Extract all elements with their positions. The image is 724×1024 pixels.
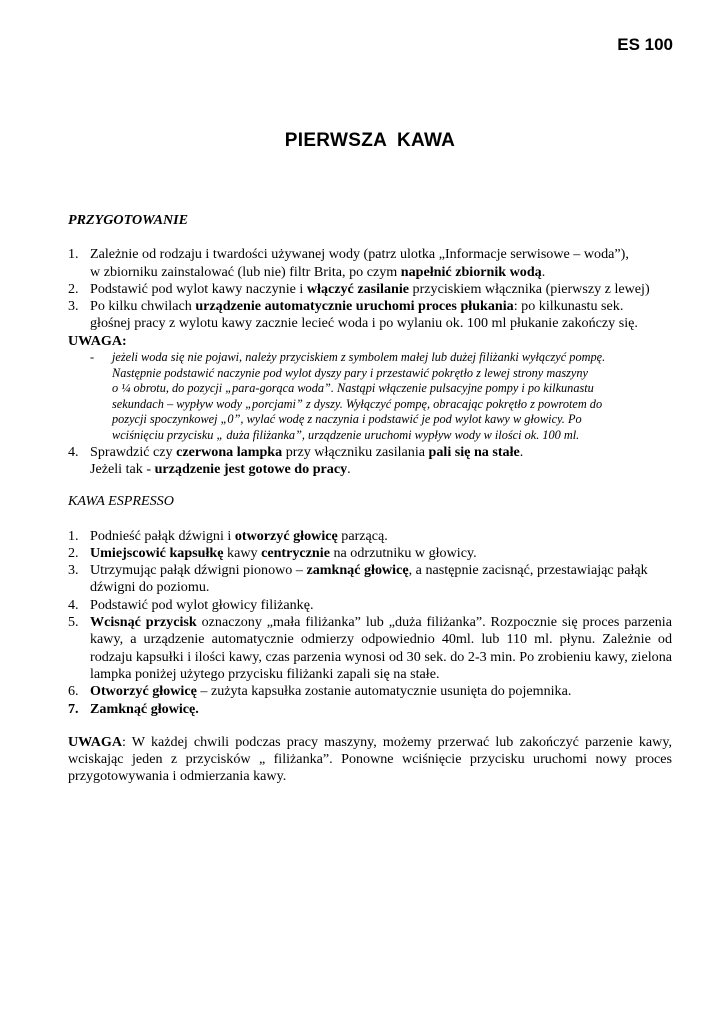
list-item <box>68 597 672 614</box>
item-number: 4. <box>68 596 79 613</box>
model-label: ES 100 <box>617 35 673 54</box>
item-emphasis: napełnić zbiornik wodą <box>400 263 542 280</box>
item-emphasis: centrycznie <box>261 544 330 561</box>
item-text: . <box>519 443 524 460</box>
item-text: Podstawić pod wylot głowicy filiżankę. <box>90 596 314 613</box>
item-emphasis: pali się na stałe <box>428 443 520 460</box>
item-emphasis: zamknąć głowicę <box>306 562 409 579</box>
item-text: Zależnie od rodzaju i twardości używanej wody (patrz ulotka „Informacje serwisowe – woda”), <box>90 246 629 263</box>
item-text: Po kilku chwilach <box>90 298 196 315</box>
item-text: Podstawić pod wylot kawy naczynie i <box>90 280 307 297</box>
item-text: głośnej pracy z wylotu kawy zacznie lecieć woda i po wylaniu ok. 100 ml płukanie zakończy się. <box>90 315 638 332</box>
note-dash: - <box>90 350 95 365</box>
preparation-list-continued <box>68 444 672 479</box>
item-text: przyciskiem włącznika (pierwszy z lewej) <box>409 280 650 297</box>
item-text: na odrzutniku w głowicy. <box>329 544 477 561</box>
item-number: 3. <box>68 562 79 579</box>
item-emphasis: Otworzyć głowicę <box>90 683 197 700</box>
list-item <box>68 444 672 479</box>
item-emphasis: Umiejscowić kapsułkę <box>90 544 224 561</box>
item-number: 2. <box>68 544 79 561</box>
item-number: 1. <box>68 246 79 263</box>
note-line: sekundach – wypływ wody „porcjami” z dyszy. Wyłączyć pompę, obracając pokrętło z powrotem do <box>112 396 603 411</box>
list-item <box>68 562 672 597</box>
final-warning-text: : W każdej chwili podczas pracy maszyny, możemy przerwać lub zakończyć parzenie kawy, wciskając jeden z przycisków „ filiżanka”. Ponowne wciśnięcie przycisku uruchomi nowy proces przygotowywania i odmierzania kawy. <box>68 733 672 785</box>
item-text: : po kilkunastu sek. <box>513 298 624 315</box>
item-text: parzącą. <box>337 527 388 544</box>
note-line: wciśnięciu przycisku „ duża filiżanka”, urządzenie uruchomi wypływ wody w ilości ok. 100 ml. <box>112 428 580 443</box>
final-warning <box>68 734 672 786</box>
item-emphasis: urządzenie automatycznie uruchomi proces płukania <box>195 298 514 315</box>
item-number: 4. <box>68 443 79 460</box>
list-item <box>68 281 672 298</box>
item-text: Jeżeli tak - <box>90 460 155 477</box>
section-heading-espresso: KAWA ESPRESSO <box>68 493 174 510</box>
espresso-list <box>68 528 672 718</box>
note-line: pozycji spoczynkowej „0”, wylać wodę z naczynia i podstawić je pod wylot kawy w głowicy. Po <box>112 412 582 427</box>
preparation-list <box>68 246 672 332</box>
item-emphasis: czerwona lampka <box>176 443 283 460</box>
list-item <box>68 545 672 562</box>
note-line: jeżeli woda się nie pojawi, należy przyciskiem z symbolem małej lub dużej filiżanki wyłączyć pompę. <box>112 350 606 365</box>
list-item <box>68 528 672 545</box>
item-emphasis: Zamknąć głowicę. <box>90 700 199 717</box>
item-emphasis: Wcisnąć przycisk <box>90 614 197 631</box>
item-text: przy włączniku zasilania <box>282 443 429 460</box>
list-item <box>68 614 672 683</box>
item-text: Sprawdzić czy <box>90 443 177 460</box>
item-text: . <box>541 263 546 280</box>
list-item <box>68 298 672 333</box>
item-number: 3. <box>68 298 79 315</box>
list-item <box>68 683 672 700</box>
page-title: PIERWSZA KAWA <box>284 130 456 151</box>
note-line: o ¼ obrotu, do pozycji „para-gorąca woda”. Nastąpi włączenie pulsacyjne pompy i po kilkunastu <box>112 381 594 396</box>
item-number: 7. <box>68 700 79 717</box>
document-body <box>68 212 672 786</box>
item-text: . <box>347 460 351 477</box>
item-emphasis: urządzenie jest gotowe do pracy <box>154 460 348 477</box>
item-number: 6. <box>68 683 79 700</box>
note-line: Następnie podstawić naczynie pod wylot dyszy pary i przestawić pokrętło z lewej strony maszyny <box>112 365 588 380</box>
item-emphasis: włączyć zasilanie <box>306 280 409 297</box>
warning-note <box>68 350 672 444</box>
item-text: oznaczony „mała filiżanka” lub „duża filiżanka”. Rozpocznie się proces parzenia kawy, a urządzenie automatycznie odmierzy odpowiednio 40ml. lub 110 ml. płynu. Zależnie od rodzaju kapsułki i ilości kawy, czas parzenia wynosi od 30 sek. do 2-3 min. Po zrobieniu kawy, zielona lampka poniżej użytego przycisku filiżanki zapali się na stałe. <box>90 614 672 682</box>
item-text: – zużyta kapsułka zostanie automatycznie usunięta do pojemnika. <box>196 683 572 700</box>
final-warning-label: UWAGA <box>68 733 123 750</box>
item-text: , a następnie zacisnąć, przestawiając pałąk <box>408 562 648 579</box>
item-emphasis: otworzyć głowicę <box>234 527 338 544</box>
list-item <box>68 701 672 718</box>
item-text: dźwigni do poziomu. <box>90 579 210 596</box>
item-number: 1. <box>68 527 79 544</box>
warning-label: UWAGA: <box>68 332 127 349</box>
list-item <box>68 246 672 281</box>
item-number: 2. <box>68 280 79 297</box>
item-text: Utrzymując pałąk dźwigni pionowo – <box>90 562 307 579</box>
item-number: 5. <box>68 614 79 631</box>
item-text: kawy <box>223 544 262 561</box>
section-heading-preparation: PRZYGOTOWANIE <box>68 212 189 228</box>
item-text: w zbiorniku zainstalować (lub nie) filtr Brita, po czym <box>90 263 401 280</box>
item-text: Podnieść pałąk dźwigni i <box>90 527 235 544</box>
